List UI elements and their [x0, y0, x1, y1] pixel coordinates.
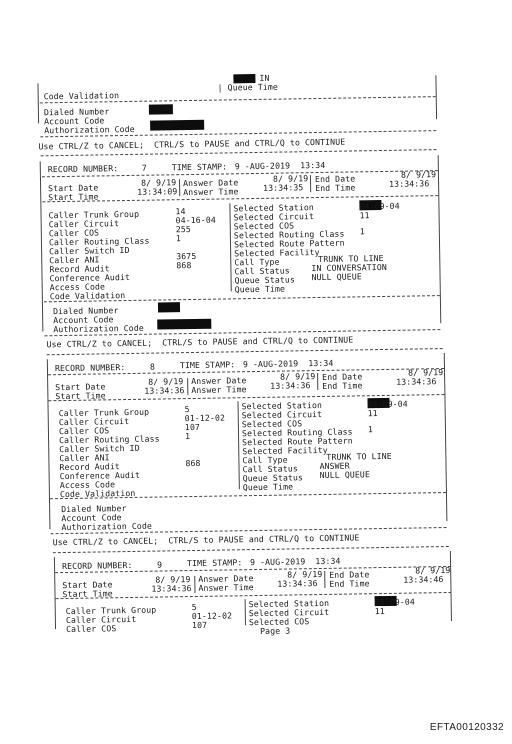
- answer-time-value: 13:34:35: [263, 182, 304, 193]
- end-time-label: End Time: [329, 578, 370, 589]
- field-separator: [229, 203, 231, 291]
- caller-routing-class-label: Caller Routing Class: [48, 235, 150, 248]
- answer-date-value: 8/ 9/19: [280, 371, 316, 382]
- call-status-label: Call Status: [234, 265, 290, 277]
- field-separator: [187, 378, 188, 395]
- caller-routing-class-value: 1: [175, 233, 182, 244]
- divider: [53, 546, 449, 553]
- dialed-number-label: Dialed Number: [52, 305, 119, 317]
- end-date-label: End Date: [329, 569, 370, 580]
- field-separator: [317, 373, 318, 390]
- record-audit-label: Record Audit: [59, 461, 120, 473]
- in-label: IN: [259, 72, 270, 83]
- start-date-value: 8/ 9/19: [155, 574, 191, 585]
- caller-circuit-label: Caller Circuit: [58, 415, 130, 428]
- start-time-value: 13:34:36: [151, 583, 192, 594]
- caller-circuit-value: 01-12-02: [191, 610, 233, 622]
- account-code-label: Account Code: [53, 314, 114, 326]
- selected-routing-class-label: Selected Routing Class: [241, 426, 353, 439]
- answer-date-label: Answer Date: [191, 375, 247, 387]
- record-audit-value: 868: [176, 260, 192, 271]
- access-code-label: Access Code: [49, 281, 106, 293]
- call-type-label: Call Type: [234, 256, 280, 268]
- start-time-value: 13:34:36: [144, 385, 185, 396]
- record-number-value: 9: [156, 559, 163, 570]
- start-date-label: Start Date: [48, 182, 99, 194]
- field-separator: [245, 599, 246, 625]
- caller-cos-value: 107: [191, 619, 208, 631]
- start-date-value: 8/ 9/19: [140, 177, 177, 188]
- call-type-value: TRUNK TO LINE: [318, 252, 384, 265]
- authorization-code-label: Authorization Code: [53, 322, 144, 335]
- field-separator: [324, 571, 325, 588]
- queue-time-label: Queue Time: [234, 283, 286, 295]
- caller-trunk-group-label: Caller Trunk Group: [48, 208, 140, 221]
- border-left: [40, 161, 44, 331]
- caller-trunk-group-value: 5: [184, 404, 190, 415]
- selected-station-label: Selected Station: [248, 597, 330, 610]
- selected-circuit-value: 11: [374, 606, 385, 617]
- caller-cos-label: Caller COS: [48, 227, 100, 239]
- account-code-label: Account Code: [61, 512, 122, 524]
- selected-routing-class-value: 1: [367, 424, 374, 435]
- call-type-value: TRUNK TO LINE: [326, 450, 392, 462]
- field-separator: [310, 175, 311, 192]
- caller-trunk-group-value: 14: [175, 206, 186, 217]
- answer-time-label: Answer Time: [198, 582, 254, 593]
- start-time-label: Start Time: [48, 191, 99, 203]
- field-separator: [179, 179, 180, 196]
- call-status-value: IN CONVERSATION: [311, 261, 387, 274]
- caller-cos-value: 255: [175, 224, 191, 235]
- selected-route-pattern-label: Selected Route Pattern: [233, 237, 345, 250]
- time-stamp-label: TIME STAMP:: [171, 161, 228, 173]
- record-audit-value: 868: [185, 457, 201, 469]
- caller-ani-label: Caller ANI: [59, 452, 110, 464]
- end-date-label: End Date: [322, 371, 363, 382]
- caller-circuit-value: 04-16-04: [175, 214, 216, 226]
- caller-circuit-value: 01-12-02: [184, 412, 226, 424]
- call-type-label: Call Type: [242, 454, 288, 466]
- caller-cos-value: 107: [184, 421, 201, 433]
- access-code-label: Access Code: [59, 479, 116, 491]
- answer-time-value: 13:34:36: [270, 380, 311, 391]
- answer-time-label: Answer Time: [183, 186, 239, 198]
- start-time-label: Start Time: [55, 390, 106, 402]
- selected-route-pattern-label: Selected Route Pattern: [242, 435, 353, 448]
- border-right: [450, 551, 452, 621]
- caller-routing-class-value: 1: [184, 431, 191, 442]
- time-stamp-value: 9 -AUG-2019 13:34: [249, 555, 341, 568]
- record-number-label: RECORD NUMBER:: [61, 559, 133, 572]
- authorization-code-label: Authorization Code: [61, 520, 153, 533]
- selected-facility-label: Selected Facility: [242, 444, 328, 457]
- instruction-line: Use CTRL/Z to CANCEL; CTRL/S to PAUSE and CTRL/Q to CONTINUE: [52, 532, 360, 548]
- redaction-block: [149, 104, 173, 114]
- selected-routing-class-label: Selected Routing Class: [233, 228, 345, 241]
- conference-audit-label: Conference Audit: [59, 469, 141, 482]
- start-date-label: Start Date: [55, 381, 106, 393]
- queue-status-label: Queue Status: [242, 472, 304, 484]
- selected-circuit-label: Selected Circuit: [233, 211, 315, 223]
- end-time-value: 13:34:36: [396, 376, 437, 387]
- time-stamp-value: 9 -AUG-2019 13:34: [242, 357, 334, 370]
- time-stamp-label: TIME STAMP:: [186, 557, 243, 569]
- record-number-value: 8: [149, 361, 156, 372]
- queue-status-value: NULL QUEUE: [311, 271, 362, 283]
- start-time-value: 13:34:09: [137, 186, 178, 197]
- redaction-block: [158, 302, 180, 312]
- divider: [47, 348, 443, 355]
- selected-circuit-value: 11: [359, 210, 370, 221]
- selected-circuit-label: Selected Circuit: [248, 606, 330, 619]
- conference-audit-label: Conference Audit: [49, 271, 131, 284]
- answer-time-value: 13:34:36: [277, 578, 318, 589]
- caller-ani-value: 3675: [176, 250, 197, 262]
- selected-circuit-value: 11: [367, 408, 378, 419]
- end-time-value: 13:34:36: [389, 178, 430, 189]
- caller-trunk-group-label: Caller Trunk Group: [58, 406, 150, 419]
- selected-facility-label: Selected Facility: [234, 246, 320, 259]
- caller-circuit-label: Caller Circuit: [48, 218, 120, 230]
- call-status-value: ANSWER: [319, 460, 350, 472]
- start-date-value: 8/ 9/19: [148, 376, 184, 387]
- record-number-label: RECORD NUMBER:: [54, 362, 126, 374]
- start-date-label: Start Date: [62, 579, 113, 591]
- caller-ani-label: Caller ANI: [49, 254, 100, 266]
- record-audit-label: Record Audit: [49, 263, 110, 275]
- answer-date-value: 8/ 9/19: [272, 173, 309, 184]
- authorization-code-label: Authorization Code: [44, 123, 135, 136]
- caller-circuit-label: Caller Circuit: [65, 613, 137, 626]
- caller-switch-id-label: Caller Switch ID: [59, 442, 140, 455]
- selected-cos-label: Selected COS: [248, 616, 310, 628]
- selected-station-label: Selected Station: [241, 399, 323, 412]
- end-date-label: End Date: [314, 173, 356, 185]
- end-date-value: 8/ 9/19: [415, 564, 451, 576]
- selected-station-value: 04-09-04: [367, 398, 408, 410]
- end-date-value: 8/ 9/19: [400, 169, 437, 180]
- record-number-value: 7: [141, 162, 147, 173]
- selected-station-value: 04-09-04: [374, 596, 415, 608]
- caller-switch-id-label: Caller Switch ID: [49, 244, 130, 257]
- instruction-line: Use CTRL/Z to CANCEL; CTRL/S to PAUSE and CTRL/Q to CONTINUE: [38, 136, 346, 152]
- answer-time-label: Answer Time: [191, 384, 247, 396]
- answer-date-label: Answer Date: [198, 573, 254, 584]
- answer-date-label: Answer Date: [182, 177, 239, 189]
- caller-cos-label: Caller COS: [58, 425, 110, 437]
- code-validation-label: Code Validation: [59, 487, 136, 500]
- end-time-label: End Time: [322, 380, 363, 391]
- queue-status-label: Queue Status: [234, 274, 296, 286]
- selected-cos-label: Selected COS: [233, 220, 295, 232]
- caller-trunk-group-value: 5: [191, 601, 197, 613]
- account-code-label: Account Code: [43, 115, 105, 127]
- queue-time-label: | Queue Time: [217, 81, 278, 93]
- border-left: [47, 359, 51, 529]
- border-right: [444, 353, 448, 521]
- dialed-number-label: Dialed Number: [43, 106, 110, 118]
- bates-number: EFTA00120332: [429, 722, 504, 733]
- end-date-value: 8/ 9/19: [407, 367, 444, 378]
- selected-station-label: Selected Station: [233, 202, 314, 214]
- time-stamp-value: 9 -AUG-2019 13:34: [234, 159, 326, 172]
- end-time-label: End Time: [315, 182, 356, 194]
- instruction-line: Use CTRL/Z to CANCEL; CTRL/S to PAUSE and CTRL/Q to CONTINUE: [46, 334, 354, 350]
- page-number: Page 3: [260, 625, 291, 636]
- dialed-number-label: Dialed Number: [61, 503, 127, 515]
- field-separator: [194, 576, 195, 593]
- answer-date-value: 8/ 9/19: [287, 568, 323, 580]
- start-time-label: Start Time: [62, 588, 113, 600]
- record-number-label: RECORD NUMBER:: [47, 163, 119, 175]
- caller-trunk-group-label: Caller Trunk Group: [65, 604, 157, 617]
- field-separator: [237, 401, 239, 489]
- end-time-value: 13:34:46: [403, 574, 444, 585]
- selected-station-value: 04-09-04: [359, 200, 400, 212]
- selected-cos-label: Selected COS: [241, 418, 303, 430]
- redaction-block: [150, 120, 204, 131]
- selected-circuit-label: Selected Circuit: [241, 408, 323, 421]
- caller-cos-label: Caller COS: [65, 623, 117, 635]
- border-left: [54, 557, 56, 629]
- selected-routing-class-value: 1: [359, 226, 365, 237]
- caller-routing-class-label: Caller Routing Class: [58, 433, 160, 446]
- redaction-block: [157, 319, 211, 330]
- border-right: [438, 155, 442, 323]
- code-validation-label: Code Validation: [49, 290, 126, 302]
- queue-status-value: NULL QUEUE: [319, 469, 371, 481]
- time-stamp-label: TIME STAMP:: [179, 359, 236, 371]
- queue-time-label: Queue Time: [242, 481, 294, 493]
- code-validation-label: Code Validation: [43, 90, 120, 102]
- call-status-label: Call Status: [242, 463, 298, 475]
